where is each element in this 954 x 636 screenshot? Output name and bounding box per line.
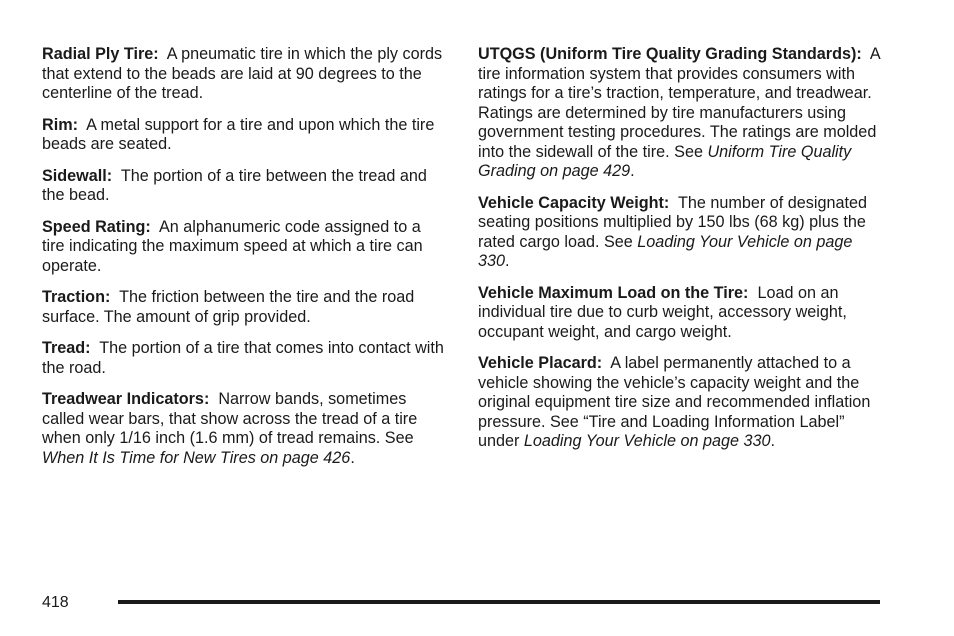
glossary-entry-vehicle-capacity-weight — [478, 194, 883, 272]
glossary-entry-speed-rating — [42, 218, 447, 277]
glossary-term: Traction: — [42, 288, 111, 306]
page-number: 418 — [42, 594, 69, 611]
glossary-term: Vehicle Capacity Weight: — [478, 193, 670, 212]
glossary-definition: Load on an individual tire due to curb weight, accessory weight, occupant weight, and cargo weight. — [478, 283, 847, 341]
glossary-entry-vehicle-maximum-load — [478, 284, 883, 343]
glossary-definition: The portion of a tire between the tread and the bead. — [42, 166, 427, 204]
glossary-definition: The portion of a tire that comes into contact with the road. — [42, 339, 444, 377]
page-reference: When It Is Time for New Tires on page 426 — [42, 448, 351, 467]
glossary-definition: A metal support for a tire and upon which the tire beads are seated. — [42, 115, 435, 153]
glossary-term: Sidewall: — [42, 166, 113, 185]
glossary-entry-traction — [42, 288, 447, 327]
glossary-definition: A pneumatic tire in which the ply cords that extend to the beads are laid at 90 degrees to the centerline of the tread. — [42, 45, 443, 102]
glossary-definition: A label permanently attached to a vehicle showing the vehicle’s capacity weight and the original equipment tire size and recommended inflation pressure. See “Tire and Loading Information Label” under — [478, 354, 871, 450]
punctuation: . — [630, 162, 635, 180]
glossary-entry-radial-ply-tire — [42, 45, 447, 104]
glossary-term: Vehicle Placard: — [478, 354, 603, 372]
glossary-definition: Narrow bands, sometimes called wear bars, that show across the tread of a tire when only 1/16 inch (1.6 mm) of tread remains. See — [42, 390, 418, 447]
glossary-entry-treadwear-indicators — [42, 390, 447, 468]
glossary-term: Radial Ply Tire: — [42, 45, 159, 63]
glossary-entry-sidewall — [42, 167, 447, 206]
footer-rule — [118, 600, 880, 604]
right-column — [478, 45, 883, 464]
page-reference: Uniform Tire Quality Grading on page 429 — [478, 142, 852, 180]
glossary-definition: The number of designated seating positions multiplied by 150 lbs (68 kg) plus the rated cargo load. See — [478, 193, 867, 251]
glossary-term: Rim: — [42, 115, 78, 134]
page-reference: Loading Your Vehicle on page 330 — [478, 232, 853, 270]
glossary-term: Vehicle Maximum Load on the Tire: — [478, 283, 749, 302]
punctuation: . — [350, 448, 355, 467]
glossary-definition: An alphanumeric code assigned to a tire indicating the maximum speed at which a tire can operate. — [42, 217, 423, 275]
glossary-term: UTQGS (Uniform Tire Quality Grading Standards): — [478, 45, 862, 63]
left-column — [42, 45, 447, 480]
glossary-entry-utqgs — [478, 45, 883, 182]
glossary-term: Speed Rating: — [42, 217, 151, 236]
glossary-definition: A tire information system that provides consumers with ratings for a tire’s traction, temperature, and treadwear. Ratings are determined by tire manufacturers using government testing procedures. The ratings are molded into the sidewall of the tire. See — [478, 45, 880, 161]
punctuation: . — [770, 432, 776, 450]
punctuation: . — [505, 252, 510, 270]
glossary-entry-rim — [42, 116, 447, 155]
page-reference: Loading Your Vehicle on page 330 — [523, 432, 771, 450]
glossary-entry-tread — [42, 339, 447, 378]
glossary-term: Tread: — [42, 339, 91, 357]
glossary-entry-vehicle-placard — [478, 354, 883, 452]
glossary-definition: The friction between the tire and the road surface. The amount of grip provided. — [42, 288, 415, 326]
glossary-term: Treadwear Indicators: — [42, 390, 210, 408]
